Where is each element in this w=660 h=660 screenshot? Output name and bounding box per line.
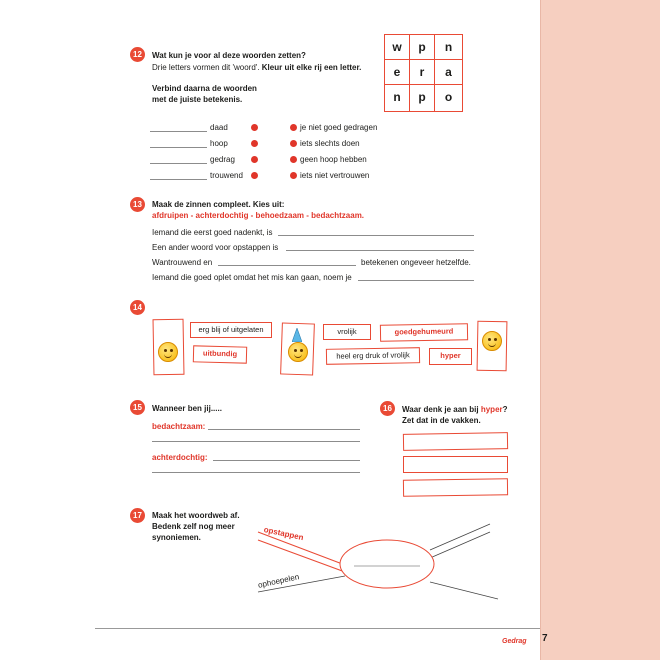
card-goedgehumeurd[interactable]: goedgehumeurd xyxy=(380,323,468,342)
answer-line[interactable] xyxy=(278,235,474,236)
answer-line[interactable] xyxy=(150,131,207,132)
answer-box[interactable] xyxy=(403,456,508,473)
branch-label-ophoepelen: ophoepelen xyxy=(257,572,300,590)
footer-divider xyxy=(95,628,540,629)
word-item: trouwend xyxy=(210,171,243,180)
exercise-17-number: 17 xyxy=(130,508,145,523)
connect-dot[interactable] xyxy=(290,124,297,131)
exercise-12-line2-normal: Drie letters vormen dit 'woord'. xyxy=(152,63,262,72)
exercise-12-instruction-1: Verbind daarna de woorden xyxy=(152,84,257,93)
connect-dot[interactable] xyxy=(251,156,258,163)
page-side-strip-edge xyxy=(540,0,541,660)
exercise-14-number: 14 xyxy=(130,300,145,315)
grid-cell[interactable]: r xyxy=(410,60,435,85)
card-erg-blij[interactable]: erg blij of uitgelaten xyxy=(190,322,272,338)
exercise-16-question-word: hyper xyxy=(480,405,503,414)
web-branch-top-right-underline xyxy=(430,532,490,558)
grid-cell[interactable]: a xyxy=(435,60,462,85)
letter-grid xyxy=(384,34,463,112)
grid-cell[interactable]: p xyxy=(410,35,435,60)
web-center-ellipse[interactable] xyxy=(340,540,434,588)
connect-dot[interactable] xyxy=(251,124,258,131)
smiling-emoji-icon xyxy=(482,331,502,351)
branch-label-opstappen: opstappen xyxy=(262,524,305,543)
card-heel-erg-druk[interactable]: heel erg druk of vrolijk xyxy=(326,347,420,365)
meaning-item: geen hoop hebben xyxy=(300,155,367,164)
word-item: hoop xyxy=(210,139,228,148)
exercise-16-question-start: Waar denk je aan bij xyxy=(402,405,481,414)
meaning-item: iets niet vertrouwen xyxy=(300,171,370,180)
grid-cell[interactable]: p xyxy=(410,85,435,111)
grid-cell[interactable]: e xyxy=(385,60,410,85)
sentence-3-start: Wantrouwend en xyxy=(152,258,213,267)
party-emoji-icon xyxy=(288,342,308,362)
connect-dot[interactable] xyxy=(290,156,297,163)
connect-dot[interactable] xyxy=(290,172,297,179)
sentence-4: Iemand die goed oplet omdat het mis kan gaan, noem je xyxy=(152,273,352,282)
exercise-17-line3: synoniemen. xyxy=(152,533,201,542)
exercise-13-number: 13 xyxy=(130,197,145,212)
grid-cell[interactable]: n xyxy=(435,35,462,60)
exercise-12-line2 xyxy=(152,62,361,73)
exercise-15-question: Wanneer ben jij..... xyxy=(152,404,222,413)
answer-line[interactable] xyxy=(152,441,360,442)
web-branch-top-left-underline xyxy=(258,540,345,572)
answer-line[interactable] xyxy=(218,265,356,266)
answer-line[interactable] xyxy=(150,179,207,180)
exercise-17-line2: Bedenk zelf nog meer xyxy=(152,522,235,531)
page-number: 7 xyxy=(542,633,548,644)
web-branch-bottom-right[interactable] xyxy=(430,582,498,599)
exercise-16-question xyxy=(402,404,508,415)
term-bedachtzaam: bedachtzaam: xyxy=(152,422,206,431)
term-achterdochtig: achterdochtig: xyxy=(152,453,208,462)
exercise-16-question-end: ? xyxy=(502,405,508,414)
answer-box[interactable] xyxy=(403,432,508,451)
exercise-17-line1: Maak het woordweb af. xyxy=(152,511,240,520)
exercise-16-line2: Zet dat in de vakken. xyxy=(402,416,481,425)
card-hyper[interactable]: hyper xyxy=(429,348,472,365)
exercise-12-number: 12 xyxy=(130,47,145,62)
answer-box[interactable] xyxy=(403,478,508,496)
answer-line[interactable] xyxy=(213,460,360,461)
connect-dot[interactable] xyxy=(251,172,258,179)
sentence-2: Een ander woord voor opstappen is xyxy=(152,243,279,252)
exercise-15-number: 15 xyxy=(130,400,145,415)
exercise-12-instruction-2: met de juiste betekenis. xyxy=(152,95,243,104)
grid-cell[interactable]: o xyxy=(444,90,453,104)
answer-line[interactable] xyxy=(358,280,474,281)
grid-cell[interactable]: n xyxy=(385,85,410,111)
sentence-3-end: betekenen ongeveer hetzelfde. xyxy=(361,258,471,267)
answer-line[interactable] xyxy=(150,163,207,164)
smiley-emoji-icon xyxy=(158,342,178,362)
sentence-1: Iemand die eerst goed nadenkt, is xyxy=(152,228,273,237)
footer-section: Gedrag xyxy=(502,638,527,645)
meaning-item: iets slechts doen xyxy=(300,139,360,148)
exercise-12-question: Wat kun je voor al deze woorden zetten? xyxy=(152,51,306,60)
answer-line[interactable] xyxy=(286,250,474,251)
connect-dot[interactable] xyxy=(251,140,258,147)
exercise-13-question: Maak de zinnen compleet. Kies uit: xyxy=(152,200,285,209)
answer-line[interactable] xyxy=(152,472,360,473)
word-item: daad xyxy=(210,123,228,132)
word-item: gedrag xyxy=(210,155,235,164)
web-branch-top-right[interactable] xyxy=(430,524,490,550)
connect-dot[interactable] xyxy=(290,140,297,147)
page-side-strip xyxy=(540,0,660,660)
answer-line[interactable] xyxy=(150,147,207,148)
answer-line[interactable] xyxy=(208,429,360,430)
card-uitbundig[interactable]: uitbundig xyxy=(193,345,247,363)
exercise-13-options: afdruipen - achterdochtig - behoedzaam - bedachtzaam. xyxy=(152,211,365,220)
party-hat-icon xyxy=(292,328,302,342)
grid-cell[interactable]: w xyxy=(385,35,410,60)
card-vrolijk[interactable]: vrolijk xyxy=(323,324,371,340)
meaning-item: je niet goed gedragen xyxy=(300,123,378,132)
exercise-12-line2-bold: Kleur uit elke rij een letter. xyxy=(261,63,362,72)
exercise-16-number: 16 xyxy=(380,401,395,416)
